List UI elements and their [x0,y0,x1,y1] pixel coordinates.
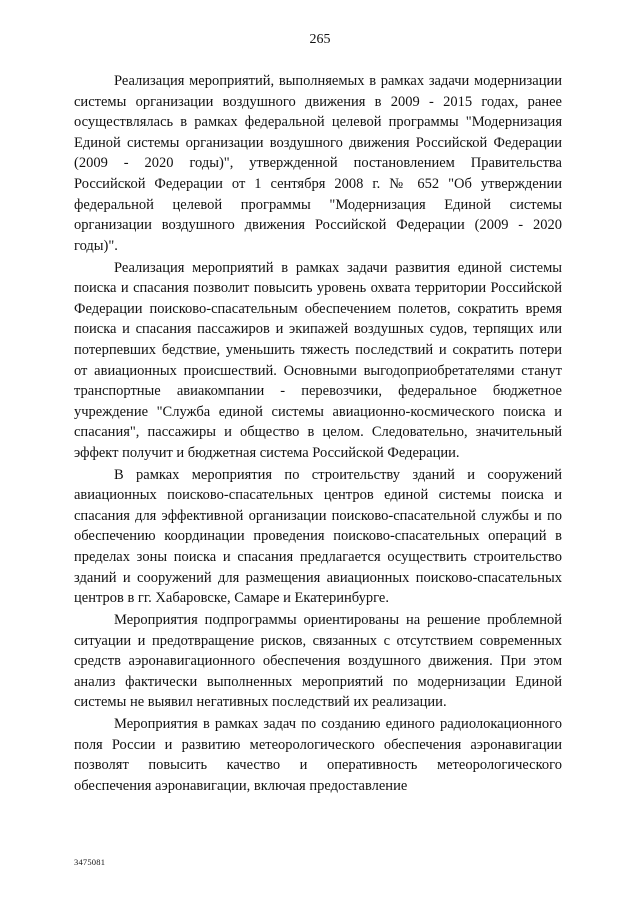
paragraph-search-rescue: Реализация мероприятий в рамках задачи развития единой системы поиска и спасания позволит повысить уровень охвата территории Российской Федерации поисково-спасательным обеспечением полетов, сократить время поиска и спасания пассажиров и экипажей воздушных судов, терпящих или потерпевших бедствие, уменьшить тяжесть последствий и сократить потери от авиационных происшествий. Основными выгодоприобретателями станут транспортные авиакомпании - перевозчики, федеральное бюджетное учреждение "Служба единой системы авиационно-космического поиска и спасания", пассажиры и общество в целом. Следовательно, значительный эффект получит и бюджетная система Российской Федерации. [74,259,562,461]
document-id: 3475081 [74,857,106,867]
page-number: 265 [309,32,331,47]
body-text [74,71,562,797]
paragraph-radar-meteorology: Мероприятия в рамках задач по созданию единого радиолокационного поля России и развитию метеорологического обеспечения аэронавигации позволят повысить качество и оперативность метеорологического обеспечения аэронавигации, включая предоставление [74,716,562,794]
paragraph-rescue-centers-construction: В рамках мероприятия по строительству зданий и сооружений авиационных поисково-спасательных центров единой системы поиска и спасания для эффективной организации поисково-спасательной службы и по обеспечению координации проведения поисково-спасательных операций в пределах зоны поиска и спасания предлагается осуществить строительство зданий и сооружений для размещения авиационных поисково-спасательных центров в гг. Хабаровске, Самаре и Екатеринбурге. [74,466,562,607]
paragraph-subprogram-risks: Мероприятия подпрограммы ориентированы на решение проблемной ситуации и предотвращение рисков, связанных с отсутствием современных средств аэронавигационного обеспечения воздушного движения. При этом анализ фактически выполненных мероприятий по модернизации Единой системы не выявил негативных последствий их реализации. [74,612,562,711]
paragraph-atm-modernization: Реализация мероприятий, выполняемых в рамках задачи модернизации системы организации воздушного движения в 2009 - 2015 годах, ранее осуществлялась в рамках федеральной целевой программы "Модернизация Единой системы организации воздушного движения Российской Федерации (2009 - 2020 годы)", утвержденной постановлением Правительства Российской Федерации от 1 сентября 2008 г. № 652 "Об утверждении федеральной целевой программы "Модернизация Единой системы организации воздушного движения Российской Федерации (2009 - 2020 годы)". [74,73,562,254]
